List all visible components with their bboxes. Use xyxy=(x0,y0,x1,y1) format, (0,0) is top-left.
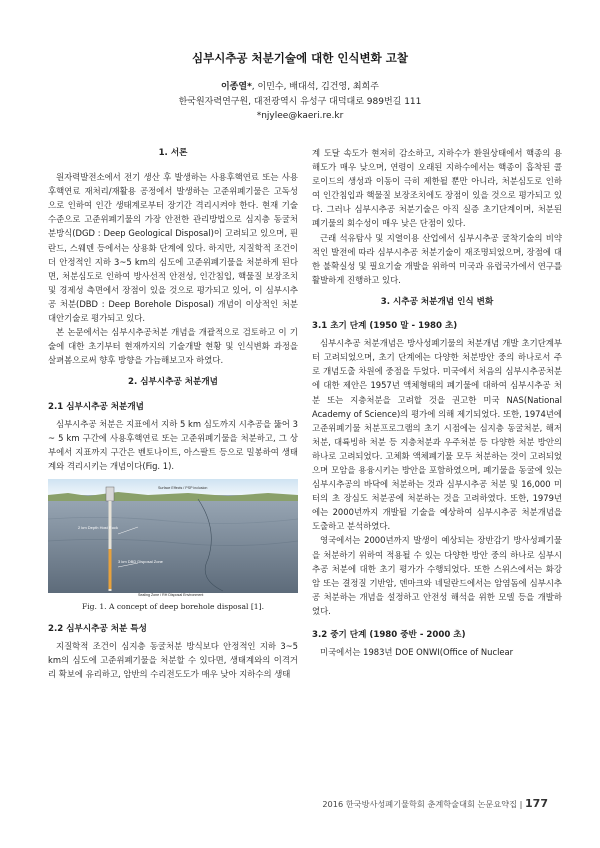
subsection-heading: 3.2 중기 단계 (1980 중반 - 2000 초) xyxy=(312,630,466,640)
subsection-heading: 2.2 심부시추공 처분 특성 xyxy=(48,624,147,635)
drill-rig xyxy=(106,487,114,501)
paper-title: 심부시추공 처분기술에 대한 인식변화 고찰 xyxy=(192,51,408,65)
figure-caption: Fig. 1. A concept of deep borehole disposal [1]. xyxy=(81,601,265,611)
paragraph: 심부시추공 처분은 지표에서 지하 5 km 심도까지 시추공을 뚫어 3 ~ 5 km 구간에 사용후핵연료 또는 고준위폐기물을 처분하고, 그 상부에서 지표까지 구간은 벤토나이트, 아스팔트 등으로 밀봉하여 생태계와 격리시키는 개념이다(Fig. 1). xyxy=(48,418,298,471)
section-heading-intro: 1. 서론 xyxy=(158,148,188,158)
left-column xyxy=(48,146,298,681)
figure-zone-label: 3 km DBD Disposal Zone xyxy=(118,558,163,564)
paragraph: 근래 석유탐사 및 지열이용 산업에서 심부시추공 굴착기술의 비약적인 발전에 따라 심부시추공 처분기술이 재조명되었으며, 장점에 대한 불확실성 및 필요기술 개발을 위하여 미국과 유럽국가에서 연구를 활발하게 진행하고 있다. xyxy=(312,232,562,285)
paragraph: 본 논문에서는 심부시추공처분 개념을 개괄적으로 검토하고 이 기술에 대한 초기부터 현재까지의 기술개발 현황 및 인식변화 과정을 살펴봄으로써 향후 방향을 가늠해보고자 하였다. xyxy=(48,327,298,366)
figure-bottom-label: Sealing Zone / RH Disposal Environment xyxy=(138,592,204,597)
subsection-heading: 3.1 초기 단계 (1950 말 - 1980 초) xyxy=(312,321,458,332)
disposal-zone-marker xyxy=(109,549,112,589)
page-footer xyxy=(322,797,548,810)
author-block xyxy=(0,80,600,124)
figure-zone-label: 2 km Depth Host Rock xyxy=(78,524,119,530)
right-column xyxy=(312,146,562,659)
footer-text: 2016 한국방사성폐기물학회 춘계학술대회 논문요약집 | xyxy=(322,799,523,809)
paragraph: 지질학적 조건이 심지층 동굴처분 방식보다 안정적인 지하 3~5 km의 심도에 고준위폐기물을 처분할 수 있다면, 생태계와의 이격거리 확보에 유리하고, 암반의 수리전도도가 매우 낮아 지하수의 생태 xyxy=(48,641,298,680)
author-line xyxy=(0,80,600,95)
lead-author: 이종열* xyxy=(220,82,252,92)
paragraph: 미국에서는 1983년 DOE ONWI(Office of Nuclear xyxy=(320,647,514,658)
paragraph: 영국에서는 2000년까지 발생이 예상되는 장반감기 방사성폐기물을 처분하기 위하여 적용될 수 있는 다양한 방안 중의 하나로 심부시추공 처분에 대한 초기 평가가 수행되었다. 또한 스위스에서는 화강암 또는 결정질 기반암, 덴마크와 네덜란드에서는 암염돔에 심부시추공 처분하는 개념을 설정하고 안전성 해석을 위한 모델 등을 개발하였다. xyxy=(312,535,562,616)
section-heading-concept: 2. 심부시추공 처분개념 xyxy=(128,377,218,388)
paragraph: 계 도달 속도가 현저히 감소하고, 지하수가 환원상태에서 핵종의 용해도가 매우 낮으며, 연령이 오래된 지하수에서는 핵종이 흡착된 콜로이드의 생성과 이동이 극히 제한될 뿐만 아니라, 처분심도로 인하여 인간침입과 핵물질 보장조치에도 장점이 있을 것으로 평가되고 있다. 그러나 심부시추공 처분기술은 아직 실증 초기단계이며, 처분된 폐기물의 회수성이 매우 낮은 단점이 있다. xyxy=(312,148,562,229)
co-authors: , 이민수, 배대석, 김건영, 최희주 xyxy=(251,82,379,92)
subsection-heading: 2.1 심부시추공 처분개념 xyxy=(48,401,144,412)
figure-1 xyxy=(48,479,298,614)
section-heading-perception: 3. 시추공 처분개념 인식 변화 xyxy=(380,296,494,307)
affiliation: 한국원자력연구원, 대전광역시 유성구 대덕대로 989번길 111 xyxy=(178,96,422,107)
rock-body xyxy=(48,495,298,593)
paragraph: 원자력발전소에서 전기 생산 후 발생하는 사용후핵연료 또는 사용후핵연료 재처리/재활용 공정에서 발생하는 고준위폐기물은 고독성으로 인하여 인간 생태계로부터 장기간 격리시켜야 한다. 현재 기술수준으로 고준위폐기물의 가장 안전한 관리방법으로 심지층 동굴처분방식(DGD : Deep Geological Disposal)이 고려되고 있으며, 핀란드, 스웨덴 등에서는 상용화 단계에 있다. 하지만, 지질학적 조건이 더 안정적인 지하 3~5 km의 심도에 고준위폐기물을 처분하게 된다면, 처분심도로 인하여 방사선적 안전성, 인간침입, 핵물질 보장조치 및 경제성 측면에서 장점이 있을 것으로 평가되고 있어, 이 심부시추공 처분(DBD : Deep Borehole Disposal) 개념이 이상적인 처분 대안기술로 평가되고 있다. xyxy=(48,172,298,324)
author-email: *njylee@kaeri.re.kr xyxy=(256,111,344,121)
borehole-diagram xyxy=(48,479,298,597)
paragraph: 심부시추공 처분개념은 방사성폐기물의 처분개념 개발 초기단계부터 고려되었으며, 초기 단계에는 다양한 처분방안 중의 하나로서 주로 개념도출 차원에 중점을 두었다. 미국에서 처음의 심부시추공처분에 대한 제안은 1957년 액체형태의 폐기물에 대하여 심부시추공 처분 또는 지층처분을 고려할 것을 권고한 미국 NAS(National Academy of Science)의 평가에 의해 제기되었다. 또한, 1974년에 고준위폐기물 처분프로그램의 초기 시점에는 심지층 동굴처분, 해저처분, 대륙빙하 처분 등 지층처분과 우주처분 등 다양한 처분 방안의 하나로 고려되었다. 고체화 액체폐기물 모두 처분하는 것이 고려되었으며 모암을 용융시키는 방안을 포함하였으며, 폐기물을 동굴에 있는 심부시추공의 바닥에 처분하는 것과 심부시추공 처분 및 16,000 미터의 초 장심도 처분공에 처분하는 것을 고려하였다. 또한, 1979년에는 2000년까지 개발될 기술을 예상하여 심부시추공 처분개념을 도출하고 분석하였다. xyxy=(312,338,562,532)
figure-top-label: Surface Effects / PSP inclusion xyxy=(158,485,208,490)
page-number: 177 xyxy=(525,797,548,810)
